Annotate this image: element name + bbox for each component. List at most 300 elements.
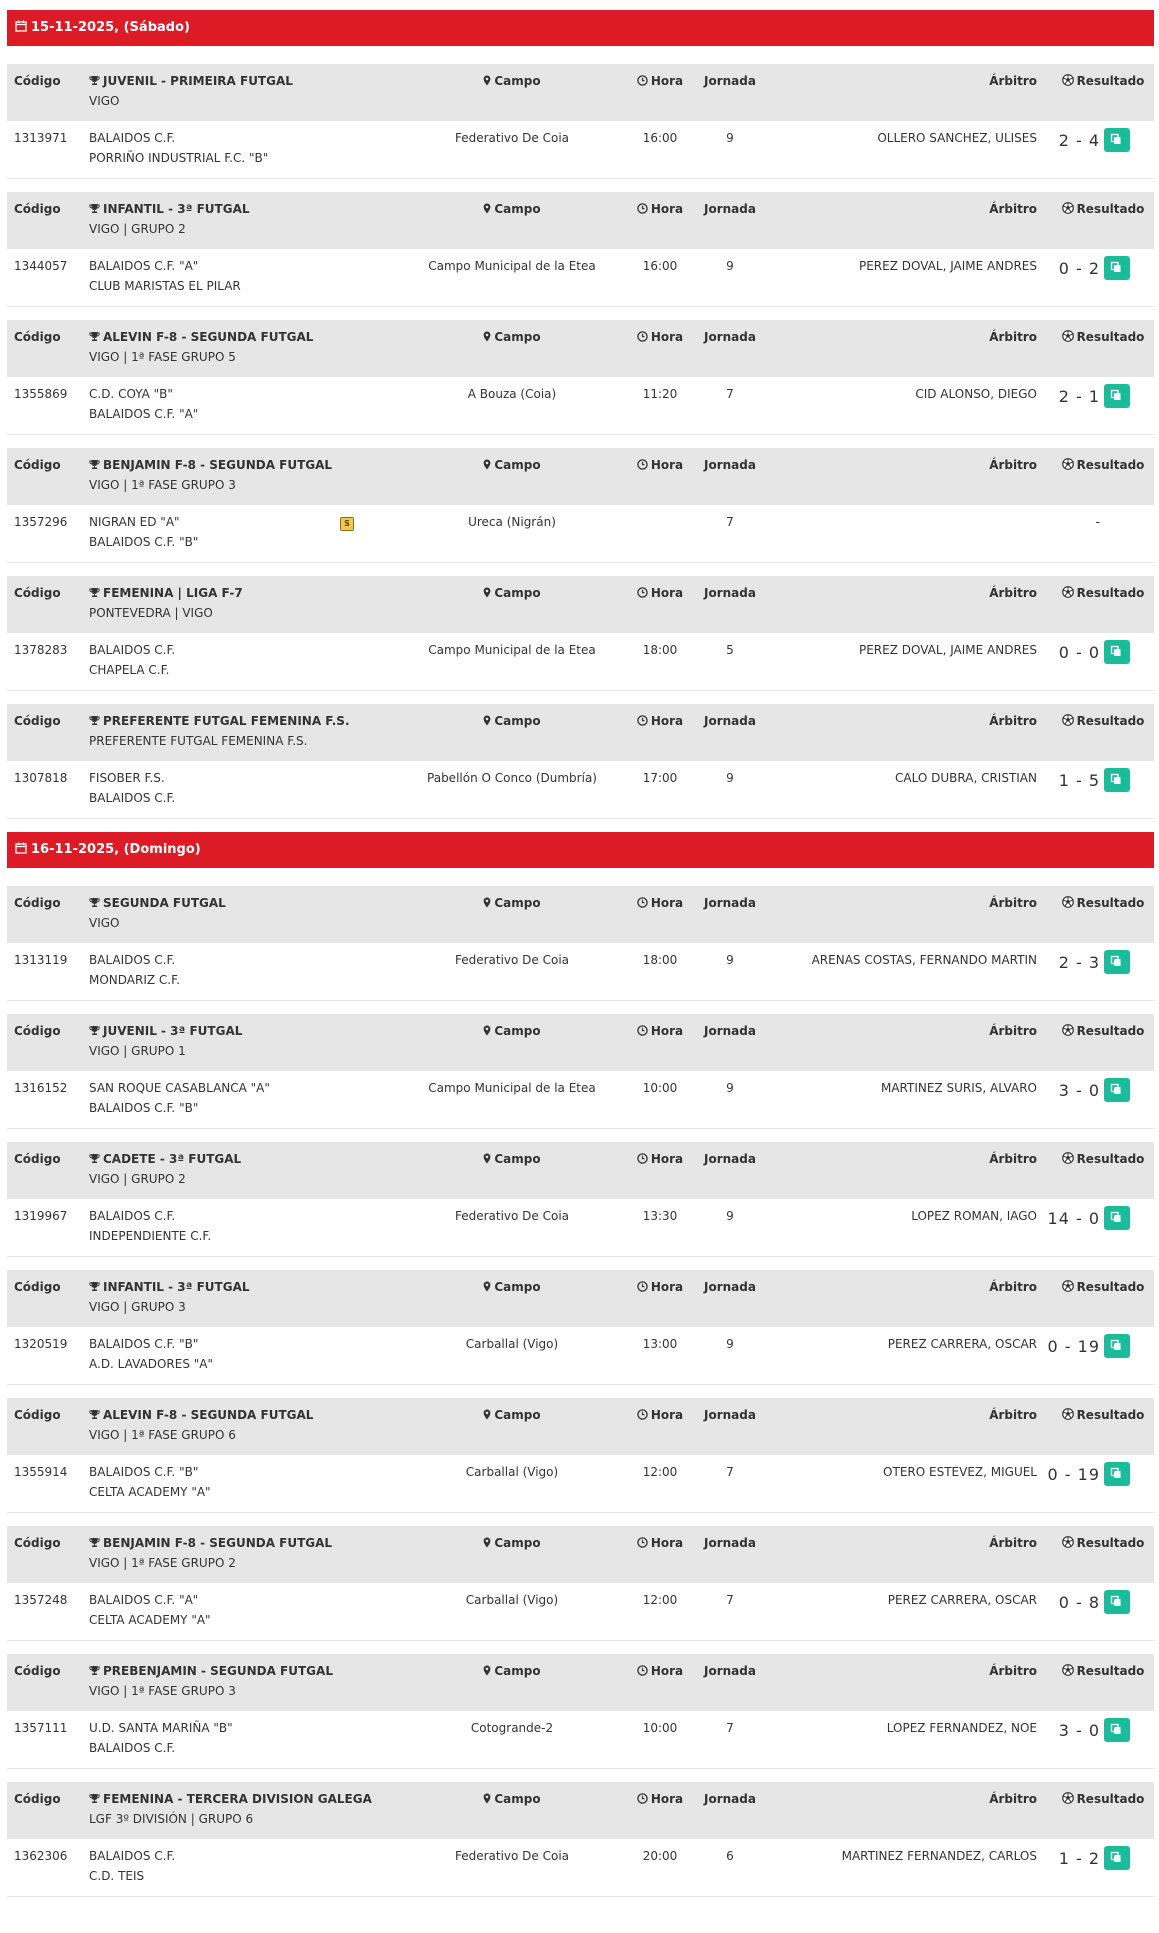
competition-name <box>89 458 332 473</box>
away-team: MONDARIZ C.F. <box>89 973 180 987</box>
result-group <box>1059 1717 1130 1743</box>
header-campo <box>362 1280 662 1295</box>
header-jornada: Jornada <box>704 1024 756 1038</box>
match-score: 2 - 4 <box>1058 130 1100 150</box>
copy-icon <box>1110 1723 1122 1738</box>
match-round: 5 <box>726 643 734 657</box>
trophy-icon <box>89 75 100 89</box>
header-codigo: Código <box>14 896 61 910</box>
match-time: 17:00 <box>642 771 678 785</box>
header-codigo: Código <box>14 1664 61 1678</box>
field-name: Federativo De Coia <box>454 953 570 967</box>
header-campo <box>362 714 662 729</box>
copy-result-button[interactable] <box>1104 1718 1130 1742</box>
clock-icon <box>637 1409 648 1423</box>
match-time: 18:00 <box>642 643 678 657</box>
header-jornada: Jornada <box>704 1152 756 1166</box>
copy-result-button[interactable] <box>1104 950 1130 974</box>
copy-icon <box>1110 955 1122 970</box>
referee-name: PEREZ DOVAL, JAIME ANDRES <box>858 259 1037 273</box>
match-card <box>7 1270 1154 1380</box>
trophy-icon <box>89 1665 100 1679</box>
map-marker-icon <box>483 203 491 217</box>
header-campo <box>362 1152 662 1167</box>
header-hora <box>621 1664 699 1679</box>
away-team: BALAIDOS C.F. <box>89 791 176 805</box>
referee-name: LOPEZ ROMAN, IAGO <box>911 1209 1037 1223</box>
match-card <box>7 576 1154 686</box>
header-codigo: Código <box>14 74 61 88</box>
header-hora-label: Hora <box>650 896 684 910</box>
referee-name: PEREZ DOVAL, JAIME ANDRES <box>858 643 1037 657</box>
competition-name <box>89 1024 242 1039</box>
trophy-icon <box>89 331 100 345</box>
match-header <box>7 192 1154 249</box>
home-team: BALAIDOS C.F. <box>89 953 176 967</box>
copy-result-button[interactable] <box>1104 768 1130 792</box>
home-team: NIGRAN ED "A" <box>89 515 180 529</box>
match-header <box>7 886 1154 943</box>
match-time: 16:00 <box>642 259 678 273</box>
match-score: 14 - 0 <box>1047 1208 1100 1228</box>
copy-result-button[interactable] <box>1104 1590 1130 1614</box>
day-date: 15-11-2025, (Sábado) <box>31 20 190 35</box>
header-codigo: Código <box>14 1024 61 1038</box>
match-row <box>7 1583 1154 1641</box>
copy-result-button[interactable] <box>1104 1846 1130 1870</box>
map-marker-icon <box>483 715 491 729</box>
match-score: 3 - 0 <box>1058 1080 1100 1100</box>
header-campo <box>362 74 662 89</box>
header-campo <box>362 1408 662 1423</box>
result-group <box>1059 1077 1130 1103</box>
competition-group: PREFERENTE FUTGAL FEMENINA F.S. <box>89 734 308 748</box>
header-codigo: Código <box>14 714 61 728</box>
trophy-icon <box>89 1793 100 1807</box>
copy-result-button[interactable] <box>1104 1078 1130 1102</box>
copy-result-button[interactable] <box>1104 384 1130 408</box>
match-code: 1355869 <box>14 387 68 401</box>
header-resultado <box>1053 1024 1153 1039</box>
soccer-ball-icon <box>1062 1408 1074 1423</box>
header-jornada: Jornada <box>704 1408 756 1422</box>
competition-label: CADETE - 3ª FUTGAL <box>103 1152 242 1166</box>
result-group <box>1048 1333 1130 1359</box>
header-resultado-label: Resultado <box>1076 1664 1145 1678</box>
header-resultado <box>1053 896 1153 911</box>
header-jornada: Jornada <box>704 330 756 344</box>
copy-result-button[interactable] <box>1104 128 1130 152</box>
match-round: 9 <box>726 1081 734 1095</box>
match-round: 7 <box>726 1465 734 1479</box>
header-jornada: Jornada <box>704 458 756 472</box>
copy-icon <box>1110 1339 1122 1354</box>
header-hora <box>621 202 699 217</box>
field-name: Carballal (Vigo) <box>465 1337 559 1351</box>
day-header <box>7 832 1154 868</box>
header-resultado <box>1053 714 1153 729</box>
header-jornada: Jornada <box>704 202 756 216</box>
day-header <box>7 10 1154 46</box>
header-campo-label: Campo <box>494 458 541 472</box>
away-team: BALAIDOS C.F. <box>89 1741 176 1755</box>
trophy-icon <box>89 1281 100 1295</box>
match-header <box>7 1142 1154 1199</box>
header-codigo: Código <box>14 586 61 600</box>
header-hora <box>621 1152 699 1167</box>
match-row <box>7 505 1154 563</box>
match-row <box>7 1839 1154 1897</box>
result-group <box>1059 767 1130 793</box>
header-hora-label: Hora <box>650 1152 684 1166</box>
map-marker-icon <box>483 1025 491 1039</box>
match-row <box>7 1199 1154 1257</box>
competition-name <box>89 202 250 217</box>
away-team: CELTA ACADEMY "A" <box>89 1613 211 1627</box>
map-marker-icon <box>483 1793 491 1807</box>
copy-icon <box>1110 1211 1122 1226</box>
header-resultado <box>1053 330 1153 345</box>
header-resultado-label: Resultado <box>1076 896 1145 910</box>
header-arbitro: Árbitro <box>989 1664 1037 1678</box>
header-resultado-label: Resultado <box>1076 458 1145 472</box>
result-pending: - <box>1095 515 1100 529</box>
header-campo-label: Campo <box>494 1024 541 1038</box>
header-hora <box>621 1024 699 1039</box>
match-score: 1 - 5 <box>1058 770 1100 790</box>
result-group <box>1048 1461 1130 1487</box>
referee-name: LOPEZ FERNANDEZ, NOE <box>886 1721 1037 1735</box>
competition-label: JUVENIL - PRIMEIRA FUTGAL <box>103 74 293 88</box>
match-score: 2 - 1 <box>1058 386 1100 406</box>
home-team: BALAIDOS C.F. "A" <box>89 259 199 273</box>
header-resultado <box>1053 1792 1153 1807</box>
match-card <box>7 1782 1154 1892</box>
header-codigo: Código <box>14 330 61 344</box>
copy-result-button[interactable] <box>1104 256 1130 280</box>
soccer-ball-icon <box>1062 1664 1074 1679</box>
competition-label: JUVENIL - 3ª FUTGAL <box>103 1024 243 1038</box>
competition-name <box>89 1280 250 1295</box>
header-resultado-label: Resultado <box>1076 1792 1145 1806</box>
competition-group: VIGO | 1ª FASE GRUPO 3 <box>89 1684 236 1698</box>
competition-label: INFANTIL - 3ª FUTGAL <box>103 1280 250 1294</box>
result-group <box>1059 949 1130 975</box>
field-name: Carballal (Vigo) <box>465 1465 559 1479</box>
match-time: 13:30 <box>642 1209 678 1223</box>
match-round: 7 <box>726 1721 734 1735</box>
clock-icon <box>637 75 648 89</box>
field-name: Campo Municipal de la Etea <box>428 1081 596 1095</box>
map-marker-icon <box>483 1537 491 1551</box>
referee-name: MARTINEZ SURIS, ALVARO <box>880 1081 1037 1095</box>
competition-label: ALEVIN F-8 - SEGUNDA FUTGAL <box>103 330 314 344</box>
competition-label: BENJAMIN F-8 - SEGUNDA FUTGAL <box>103 1536 333 1550</box>
header-hora-label: Hora <box>650 1536 684 1550</box>
header-campo-label: Campo <box>494 1792 541 1806</box>
match-round: 9 <box>726 771 734 785</box>
referee-name: CALO DUBRA, CRISTIAN <box>895 771 1037 785</box>
match-code: 1357248 <box>14 1593 68 1607</box>
match-header <box>7 1654 1154 1711</box>
header-codigo: Código <box>14 1280 61 1294</box>
header-resultado <box>1053 1664 1153 1679</box>
day-date: 16-11-2025, (Domingo) <box>31 842 201 857</box>
soccer-ball-icon <box>1062 458 1074 473</box>
copy-result-button[interactable] <box>1104 1462 1130 1486</box>
header-jornada: Jornada <box>704 74 756 88</box>
match-card <box>7 1654 1154 1764</box>
away-team: INDEPENDIENTE C.F. <box>89 1229 212 1243</box>
competition-name <box>89 714 350 729</box>
header-resultado <box>1053 1408 1153 1423</box>
match-card <box>7 886 1154 996</box>
clock-icon <box>637 587 648 601</box>
match-card <box>7 704 1154 814</box>
match-round: 9 <box>726 259 734 273</box>
calendar-icon <box>15 833 27 845</box>
map-marker-icon <box>483 331 491 345</box>
header-jornada: Jornada <box>704 1792 756 1806</box>
header-campo-label: Campo <box>494 202 541 216</box>
match-header <box>7 576 1154 633</box>
copy-icon <box>1110 1467 1122 1482</box>
map-marker-icon <box>483 897 491 911</box>
match-row <box>7 249 1154 307</box>
copy-icon <box>1110 773 1122 788</box>
clock-icon <box>637 1537 648 1551</box>
home-team: BALAIDOS C.F. <box>89 1209 176 1223</box>
header-campo <box>362 202 662 217</box>
home-team: BALAIDOS C.F. "B" <box>89 1337 199 1351</box>
field-name: Pabellón O Conco (Dumbría) <box>427 771 597 785</box>
header-codigo: Código <box>14 1152 61 1166</box>
header-arbitro: Árbitro <box>989 1408 1037 1422</box>
header-campo-label: Campo <box>494 586 541 600</box>
result-group <box>1059 255 1130 281</box>
soccer-ball-icon <box>1062 74 1074 89</box>
header-resultado <box>1053 1280 1153 1295</box>
header-campo-label: Campo <box>494 330 541 344</box>
soccer-ball-icon <box>1062 586 1074 601</box>
header-codigo: Código <box>14 1408 61 1422</box>
field-name: Federativo De Coia <box>454 131 570 145</box>
map-marker-icon <box>483 459 491 473</box>
competition-name <box>89 330 313 345</box>
header-arbitro: Árbitro <box>989 1536 1037 1550</box>
status-badge <box>340 517 354 531</box>
referee-name: PEREZ CARRERA, OSCAR <box>887 1337 1037 1351</box>
match-score: 2 - 3 <box>1058 952 1100 972</box>
match-header <box>7 64 1154 121</box>
match-time: 12:00 <box>642 1465 678 1479</box>
competition-label: ALEVIN F-8 - SEGUNDA FUTGAL <box>103 1408 314 1422</box>
away-team: CLUB MARISTAS EL PILAR <box>89 279 241 293</box>
match-time: 13:00 <box>642 1337 678 1351</box>
match-code: 1316152 <box>14 1081 68 1095</box>
header-hora <box>621 1792 699 1807</box>
match-time: 10:00 <box>642 1081 678 1095</box>
header-campo <box>362 586 662 601</box>
header-resultado-label: Resultado <box>1076 330 1145 344</box>
competition-label: PREBENJAMIN - SEGUNDA FUTGAL <box>103 1664 333 1678</box>
competition-name <box>89 1536 332 1551</box>
home-team: BALAIDOS C.F. "A" <box>89 1593 199 1607</box>
copy-result-button[interactable] <box>1104 1334 1130 1358</box>
competition-group: PONTEVEDRA | VIGO <box>89 606 213 620</box>
match-card <box>7 64 1154 174</box>
away-team: CELTA ACADEMY "A" <box>89 1485 211 1499</box>
header-campo-label: Campo <box>494 714 541 728</box>
competition-label: SEGUNDA FUTGAL <box>103 896 226 910</box>
match-header <box>7 448 1154 505</box>
match-card <box>7 1398 1154 1508</box>
header-jornada: Jornada <box>704 896 756 910</box>
header-resultado-label: Resultado <box>1076 714 1145 728</box>
match-code: 1355914 <box>14 1465 68 1479</box>
referee-name: OLLERO SANCHEZ, ULISES <box>877 131 1037 145</box>
match-score: 0 - 8 <box>1058 1592 1100 1612</box>
competition-label: PREFERENTE FUTGAL FEMENINA F.S. <box>103 714 350 728</box>
header-hora-label: Hora <box>650 458 684 472</box>
referee-name: PEREZ CARRERA, OSCAR <box>887 1593 1037 1607</box>
competition-name <box>89 896 226 911</box>
soccer-ball-icon <box>1062 202 1074 217</box>
referee-name: OTERO ESTEVEZ, MIGUEL <box>883 1465 1037 1479</box>
trophy-icon <box>89 459 100 473</box>
home-team: FISOBER F.S. <box>89 771 165 785</box>
trophy-icon <box>89 1153 100 1167</box>
header-arbitro: Árbitro <box>989 1152 1037 1166</box>
away-team: PORRIÑO INDUSTRIAL F.C. "B" <box>89 151 269 165</box>
match-card <box>7 448 1154 558</box>
copy-icon <box>1110 1851 1122 1866</box>
copy-result-button[interactable] <box>1104 640 1130 664</box>
header-campo <box>362 458 662 473</box>
map-marker-icon <box>483 1409 491 1423</box>
match-time: 20:00 <box>642 1849 678 1863</box>
clock-icon <box>637 897 648 911</box>
header-hora-label: Hora <box>650 1792 684 1806</box>
match-code: 1357111 <box>14 1721 68 1735</box>
field-name: Federativo De Coia <box>454 1209 570 1223</box>
competition-group: VIGO | GRUPO 2 <box>89 1172 186 1186</box>
clock-icon <box>637 1793 648 1807</box>
competition-group: VIGO | GRUPO 3 <box>89 1300 186 1314</box>
match-code: 1357296 <box>14 515 68 529</box>
soccer-ball-icon <box>1062 714 1074 729</box>
match-row <box>7 1071 1154 1129</box>
header-campo <box>362 896 662 911</box>
header-resultado-label: Resultado <box>1076 1280 1145 1294</box>
header-resultado <box>1053 1152 1153 1167</box>
copy-icon <box>1110 1595 1122 1610</box>
copy-icon <box>1110 1083 1122 1098</box>
header-arbitro: Árbitro <box>989 586 1037 600</box>
header-resultado <box>1053 586 1153 601</box>
clock-icon <box>637 203 648 217</box>
match-card <box>7 1014 1154 1124</box>
header-hora-label: Hora <box>650 74 684 88</box>
header-arbitro: Árbitro <box>989 330 1037 344</box>
away-team: A.D. LAVADORES "A" <box>89 1357 214 1371</box>
header-codigo: Código <box>14 458 61 472</box>
header-hora <box>621 1280 699 1295</box>
header-hora <box>621 896 699 911</box>
map-marker-icon <box>483 1153 491 1167</box>
header-jornada: Jornada <box>704 1536 756 1550</box>
match-row <box>7 377 1154 435</box>
copy-result-button[interactable] <box>1104 1206 1130 1230</box>
result-group <box>1059 639 1130 665</box>
header-hora-label: Hora <box>650 1280 684 1294</box>
header-arbitro: Árbitro <box>989 202 1037 216</box>
match-code: 1319967 <box>14 1209 68 1223</box>
home-team: BALAIDOS C.F. <box>89 643 176 657</box>
away-team: C.D. TEIS <box>89 1869 145 1883</box>
match-row <box>7 1711 1154 1769</box>
match-score: 0 - 0 <box>1058 642 1100 662</box>
competition-group: VIGO | GRUPO 1 <box>89 1044 186 1058</box>
soccer-ball-icon <box>1062 1792 1074 1807</box>
header-hora-label: Hora <box>650 1024 684 1038</box>
header-jornada: Jornada <box>704 586 756 600</box>
calendar-icon <box>15 11 27 23</box>
competition-name <box>89 1792 372 1807</box>
competition-name <box>89 1408 313 1423</box>
header-campo-label: Campo <box>494 1280 541 1294</box>
header-campo-label: Campo <box>494 1536 541 1550</box>
referee-name: ARENAS COSTAS, FERNANDO MARTIN <box>811 953 1037 967</box>
header-hora-label: Hora <box>650 330 684 344</box>
competition-group: LGF 3º DIVISIÓN | GRUPO 6 <box>89 1812 254 1826</box>
match-code: 1307818 <box>14 771 68 785</box>
trophy-icon <box>89 587 100 601</box>
header-hora-label: Hora <box>650 586 684 600</box>
header-resultado <box>1053 74 1153 89</box>
match-round: 9 <box>726 953 734 967</box>
header-resultado-label: Resultado <box>1076 1152 1145 1166</box>
header-resultado-label: Resultado <box>1076 1408 1145 1422</box>
match-header <box>7 704 1154 761</box>
header-hora <box>621 586 699 601</box>
competition-group: VIGO | GRUPO 2 <box>89 222 186 236</box>
trophy-icon <box>89 1025 100 1039</box>
result-group <box>1059 383 1130 409</box>
header-campo <box>362 1664 662 1679</box>
away-team: BALAIDOS C.F. "B" <box>89 535 199 549</box>
match-header <box>7 1270 1154 1327</box>
home-team: U.D. SANTA MARIÑA "B" <box>89 1721 233 1735</box>
match-code: 1313119 <box>14 953 68 967</box>
header-arbitro: Árbitro <box>989 1024 1037 1038</box>
match-card <box>7 1526 1154 1636</box>
header-resultado-label: Resultado <box>1076 202 1145 216</box>
trophy-icon <box>89 715 100 729</box>
header-arbitro: Árbitro <box>989 714 1037 728</box>
match-round: 6 <box>726 1849 734 1863</box>
match-row <box>7 761 1154 819</box>
clock-icon <box>637 1153 648 1167</box>
map-marker-icon <box>483 1665 491 1679</box>
header-jornada: Jornada <box>704 714 756 728</box>
header-hora-label: Hora <box>650 714 684 728</box>
match-round: 9 <box>726 1337 734 1351</box>
header-hora <box>621 330 699 345</box>
home-team: SAN ROQUE CASABLANCA "A" <box>89 1081 270 1095</box>
status-badge-label: S <box>344 519 350 528</box>
copy-icon <box>1110 645 1122 660</box>
